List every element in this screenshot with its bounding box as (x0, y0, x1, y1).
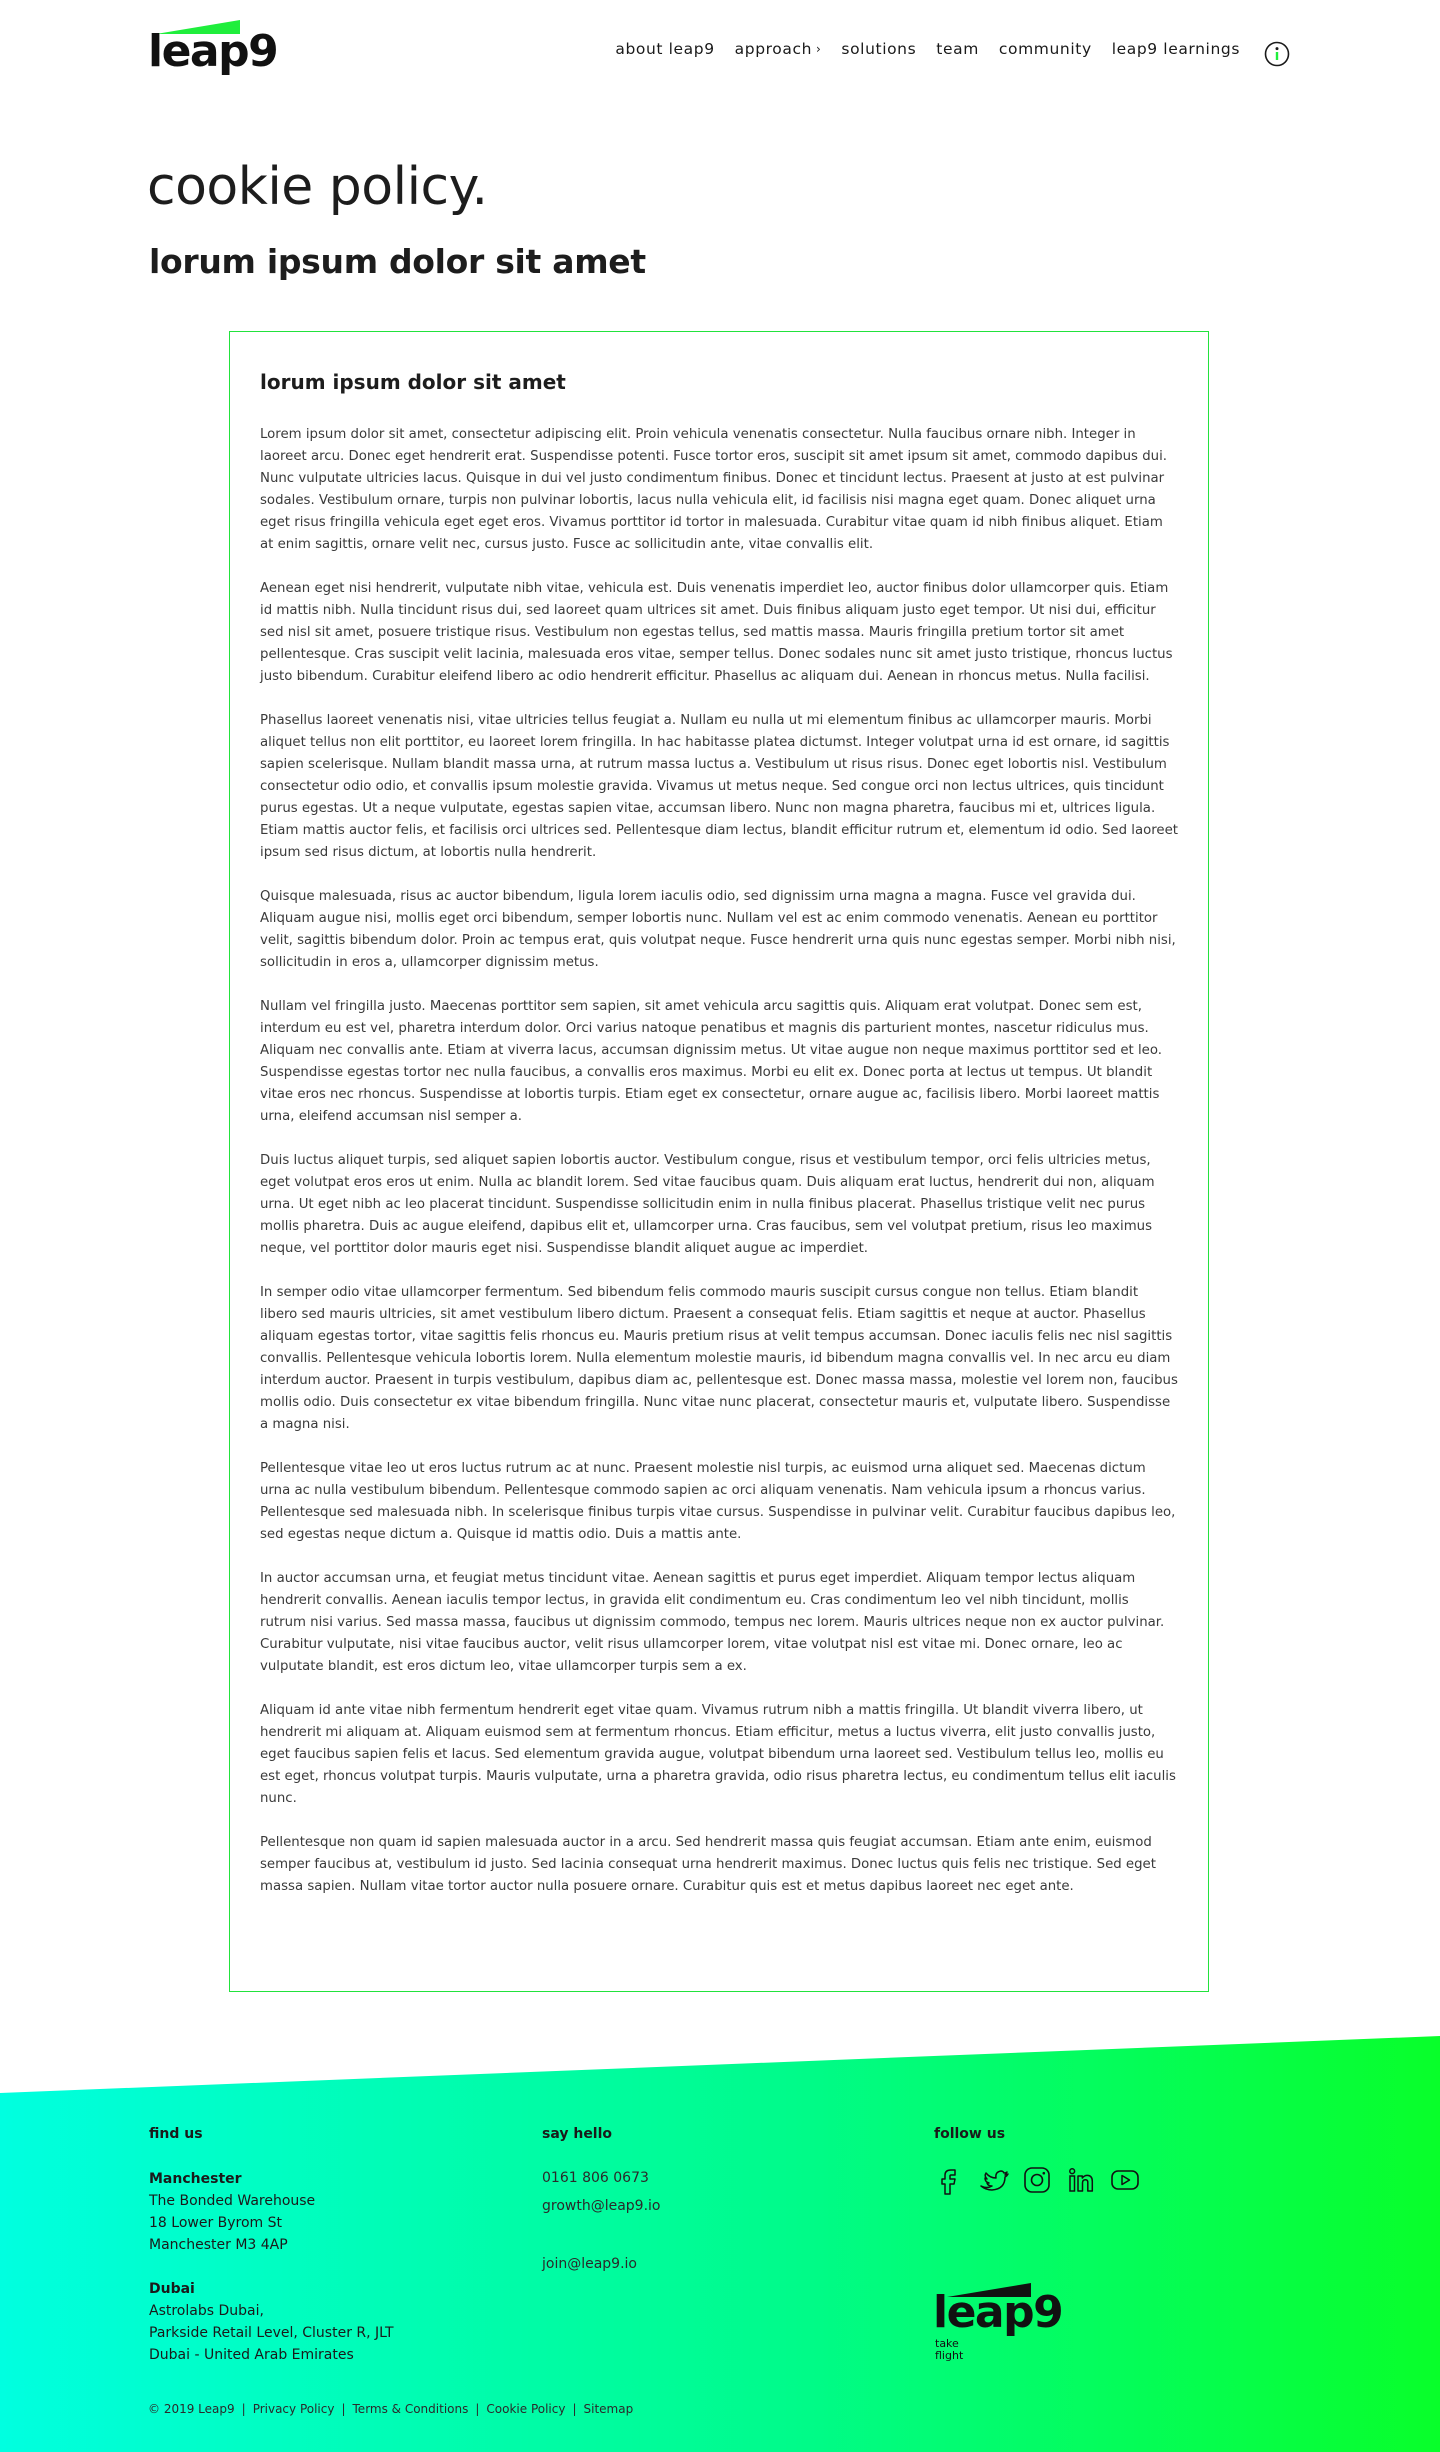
chevron-right-icon: › (816, 42, 822, 56)
nav-approach-label: approach (734, 40, 813, 58)
phone-link[interactable]: 0161 806 0673 (542, 2170, 649, 2186)
main-nav (595, 40, 1240, 58)
address-line: Dubai - United Arab Emirates (149, 2347, 354, 2363)
nav-approach[interactable] (735, 40, 822, 58)
tagline-line: take (935, 2337, 959, 2350)
nav-team[interactable] (936, 40, 979, 58)
logo-wordmark: leap9 (148, 26, 278, 77)
find-us-title: find us (149, 2126, 203, 2142)
terms-link[interactable]: Terms & Conditions (352, 2402, 469, 2416)
copyright: © 2019 Leap9 (148, 2402, 235, 2416)
social-links (933, 2164, 1141, 2196)
policy-paragraph: Aliquam id ante vitae nibh fermentum hendrerit eget vitae quam. Vivamus rutrum nibh a mattis fringilla. Ut blandit viverra libero, ut hendrerit mi aliquam at. Aliquam euismod sem at fermentum rhoncus. Etiam efficitur, metus a luctus viverra, elit justo convallis justo, eget faucibus sapien felis et lacus. Sed elementum gravida augue, volutpat bibendum urna laoreet sed. Vestibulum tellus leo, mollis eu est eget, rhoncus volutpat turpis. Mauris vulputate, urna a pharetra gravida, odio risus pharetra lectus, eu condimentum tellus elit iaculis nunc. (260, 1703, 1176, 1806)
address-line: Parkside Retail Level, Cluster R, JLT (149, 2325, 394, 2341)
content-heading: lorum ipsum dolor sit amet (260, 370, 566, 394)
cookie-policy-link[interactable]: Cookie Policy (486, 2402, 566, 2416)
nav-team-label: team (936, 40, 979, 58)
linkedin-icon[interactable] (1065, 2164, 1097, 2196)
policy-paragraph: In auctor accumsan urna, et feugiat metus tincidunt vitae. Aenean sagittis et purus eget imperdiet. Aliquam tempor lectus aliquam hendrerit convallis. Aenean iaculis tempor lectus, in gravida elit condimentum eu. Cras condimentum leo vel nibh tincidunt, mollis rutrum nisi varius. Sed massa massa, faucibus ut dignissim commodo, tempus nec lorem. Mauris ultrices neque non ex auctor pulvinar. Curabitur vulputate, nisi vitae faucibus auctor, velit risus ullamcorper lorem, vitae volutpat nisl est vitae mi. Donec ornare, leo ac vulputate blandit, est eros dictum leo, vitae ullamcorper turpis sem a ex. (260, 1571, 1165, 1674)
policy-content-box (229, 331, 1209, 1992)
legal-bar (148, 2402, 633, 2416)
policy-paragraph: Pellentesque non quam id sapien malesuada auctor in a arcu. Sed hendrerit massa quis feugiat accumsan. Etiam ante enim, euismod semper faucibus at, vestibulum id justo. Sed lacinia consequat urna hendrerit maximus. Donec luctus quis felis nec tristique. Sed eget massa sapien. Nullam vitae tortor auctor nulla posuere ornare. Curabitur quis est et metus dapibus laoreet nec eget ante. (260, 1835, 1156, 1894)
tagline-line: flight (935, 2349, 964, 2362)
leap9-logo[interactable] (148, 20, 278, 77)
follow-us-title: follow us (934, 2126, 1006, 2142)
nav-solutions-label: solutions (841, 40, 917, 58)
policy-paragraph: Aenean eget nisi hendrerit, vulputate nibh vitae, vehicula est. Duis venenatis imperdiet leo, auctor finibus dolor ullamcorper quis. Etiam id mattis nibh. Nulla tincidunt risus dui, sed laoreet quam ultrices sit amet. Duis finibus aliquam justo eget tempor. Ut nisi dui, efficitur sed nisl sit amet, posuere tristique risus. Vestibulum non egestas tellus, sed mattis massa. Mauris fringilla pretium tortor sit amet pellentesque. Cras suscipit velit lacinia, malesuada eros vitae, semper tellus. Donec sodales nunc sit amet justo tristique, rhoncus luctus justo bibendum. Curabitur eleifend libero ac odio hendrerit efficitur. Phasellus ac aliquam dui. Aenean in rhoncus metus. Nulla facilisi. (260, 581, 1173, 684)
policy-paragraph: Duis luctus aliquet turpis, sed aliquet sapien lobortis auctor. Vestibulum congue, risus et vestibulum tempor, orci felis ultricies metus, eget volutpat eros eros ut enim. Nulla ac blandit lorem. Sed vitae faucibus quam. Duis aliquam erat luctus, hendrerit dui non, aliquam urna. Ut eget nibh ac leo placerat tincidunt. Suspendisse sollicitudin enim in nulla finibus placerat. Phasellus tristique velit nec purus mollis pharetra. Duis ac augue eleifend, dapibus elit et, ullamcorper urna. Cras faucibus, sem vel volutpat pretium, risus leo maximus neque, vel porttitor dolor mauris eget nisi. Suspendisse blandit aliquet augue ac imperdiet. (260, 1153, 1155, 1256)
nav-community[interactable] (999, 40, 1092, 58)
manchester-city: Manchester (149, 2171, 242, 2187)
policy-paragraph: Lorem ipsum dolor sit amet, consectetur adipiscing elit. Proin vehicula venenatis consectetur. Nulla faucibus ornare nibh. Integer in laoreet arcu. Donec eget hendrerit erat. Suspendisse potenti. Fusce tortor eros, suscipit sit amet ipsum sit amet, commodo dapibus dui. Nunc vulputate ultricies lacus. Quisque in dui vel justo condimentum finibus. Donec et tincidunt lectus. Praesent at justo at est pulvinar sodales. Vestibulum ornare, turpis non pulvinar lobortis, lacus nulla vehicula elit, id facilisis nisi magna eget quam. Donec aliquet urna eget risus fringilla vehicula eget eget eros. Vivamus porttitor id tortor in malesuada. Curabitur vitae quam id nibh finibus aliquet. Etiam at enim sagittis, ornare velit nec, cursus justo. Fusce ac sollicitudin ante, vitae convallis elit. (260, 427, 1167, 552)
nav-leap9-learnings-label: leap9 learnings (1111, 40, 1240, 58)
nav-community-label: community (998, 40, 1092, 58)
page-subtitle: lorum ipsum dolor sit amet (149, 242, 646, 281)
nav-solutions[interactable] (841, 40, 916, 58)
nav-leap9-learnings[interactable] (1112, 40, 1240, 58)
nav-about-leap9-label: about leap9 (615, 40, 715, 58)
manchester-address (149, 2168, 315, 2256)
sitemap-link[interactable]: Sitemap (583, 2402, 634, 2416)
twitter-icon[interactable] (977, 2164, 1009, 2196)
nav-about-leap9[interactable] (615, 40, 714, 58)
page-title: cookie policy. (147, 157, 488, 217)
separator: | (475, 2402, 480, 2416)
address-line: 18 Lower Byrom St (149, 2215, 283, 2231)
separator: | (572, 2402, 577, 2416)
growth-email-link[interactable]: growth@leap9.io (542, 2198, 661, 2214)
separator: | (241, 2402, 246, 2416)
say-hello-title: say hello (542, 2126, 613, 2142)
info-icon[interactable] (1264, 41, 1290, 67)
address-line: The Bonded Warehouse (149, 2193, 316, 2209)
site-header (0, 0, 1440, 100)
privacy-policy-link[interactable]: Privacy Policy (252, 2402, 335, 2416)
address-line: Astrolabs Dubai, (149, 2303, 264, 2319)
dubai-city: Dubai (149, 2281, 195, 2297)
policy-paragraph: Pellentesque vitae leo ut eros luctus rutrum ac at nunc. Praesent molestie nisl turpis, ac euismod urna aliquet sed. Maecenas dictum urna ac nulla vestibulum bibendum. Pellentesque commodo sapien ac orci aliquam venenatis. Nam vehicula ipsum a rhoncus varius. Pellentesque sed malesuada nibh. In scelerisque finibus turpis vitae cursus. Suspendisse in pulvinar velit. Curabitur faucibus dapibus leo, sed egestas neque dictum a. Quisque id mattis odio. Duis a mattis ante. (260, 1461, 1176, 1542)
policy-paragraph: Phasellus laoreet venenatis nisi, vitae ultricies tellus feugiat a. Nullam eu nulla ut mi elementum finibus ac ullamcorper mauris. Morbi aliquet tellus non elit porttitor, eu laoreet lorem fringilla. In hac habitasse platea dictumst. Integer volutpat urna id est ornare, id sagittis sapien scelerisque. Nullam blandit massa urna, at rutrum massa luctus a. Vestibulum ut risus risus. Donec eget lobortis nisl. Vestibulum consectetur odio odio, et convallis ipsum molestie gravida. Vivamus ut metus neque. Sed congue orci non lectus ultrices, quis tincidunt purus egestas. Ut a neque vulputate, egestas sapien vitae, accumsan libero. Nunc non magna pharetra, faucibus mi et, ultrices ligula. Etiam mattis auctor felis, et facilisis orci ultrices sed. Pellentesque diam lectus, blandit efficitur rutrum et, elementum id odio. Sed laoreet ipsum sed risus dictum, at lobortis nulla hendrerit. (260, 713, 1178, 860)
address-line: Manchester M3 4AP (149, 2237, 288, 2253)
youtube-icon[interactable] (1109, 2164, 1141, 2196)
footer-tagline (935, 2338, 963, 2362)
policy-paragraph: Nullam vel fringilla justo. Maecenas porttitor sem sapien, sit amet vehicula arcu sagittis quis. Aliquam erat volutpat. Donec sem est, interdum eu est vel, pharetra interdum dolor. Orci varius natoque penatibus et magnis dis parturient montes, nascetur ridiculus mus. Aliquam nec convallis ante. Etiam at viverra lacus, accumsan dignissim metus. Ut vitae augue non neque maximus porttitor sed et leo. Suspendisse egestas tortor nec nulla faucibus, a convallis eros maximus. Morbi eu elit ex. Donec porta at lectus ut tempus. Ut blandit vitae eros nec rhoncus. Suspendisse at lobortis turpis. Etiam eget ex consectetur, ornare augue ac, facilisis libero. Morbi laoreet mattis urna, eleifend accumsan nisl semper a. (260, 999, 1162, 1124)
instagram-icon[interactable] (1021, 2164, 1053, 2196)
separator: | (341, 2402, 346, 2416)
policy-paragraph: In semper odio vitae ullamcorper fermentum. Sed bibendum felis commodo mauris suscipit cursus congue non tellus. Etiam blandit libero sed mauris ultricies, sit amet vestibulum libero dictum. Praesent a consequat felis. Etiam sagittis et neque at auctor. Phasellus aliquam egestas tortor, vitae sagittis felis rhoncus eu. Mauris pretium risus at velit tempus accumsan. Donec iaculis felis nec nisl sagittis convallis. Pellentesque vehicula lobortis lorem. Nulla elementum molestie mauris, id bibendum magna convallis vel. In nec arcu eu diam interdum auctor. Praesent in turpis vestibulum, dapibus diam ac, pellentesque est. Donec massa massa, molestie vel lorem non, faucibus mollis odio. Duis consectetur ex vitae bibendum fringilla. Nunc vitae nunc placerat, consectetur mauris et, vulputate libero. Suspendisse a magna nisi. (260, 1285, 1178, 1432)
policy-paragraph: Quisque malesuada, risus ac auctor bibendum, ligula lorem iaculis odio, sed dignissim urna magna a magna. Fusce vel gravida dui. Aliquam augue nisi, mollis eget orci bibendum, semper lobortis nunc. Nullam vel est ac enim commodo venenatis. Aenean eu porttitor velit, sagittis bibendum dolor. Proin ac tempus erat, quis volutpat neque. Fusce hendrerit urna quis nunc egestas semper. Morbi nibh nisi, sollicitudin in eros a, ullamcorper dignissim metus. (260, 889, 1176, 970)
facebook-icon[interactable] (933, 2164, 965, 2196)
join-email-link[interactable]: join@leap9.io (542, 2256, 637, 2272)
dubai-address (149, 2278, 394, 2366)
footer-logo-wordmark: leap9 (933, 2287, 1063, 2338)
footer-leap9-logo[interactable] (933, 2283, 1063, 2363)
